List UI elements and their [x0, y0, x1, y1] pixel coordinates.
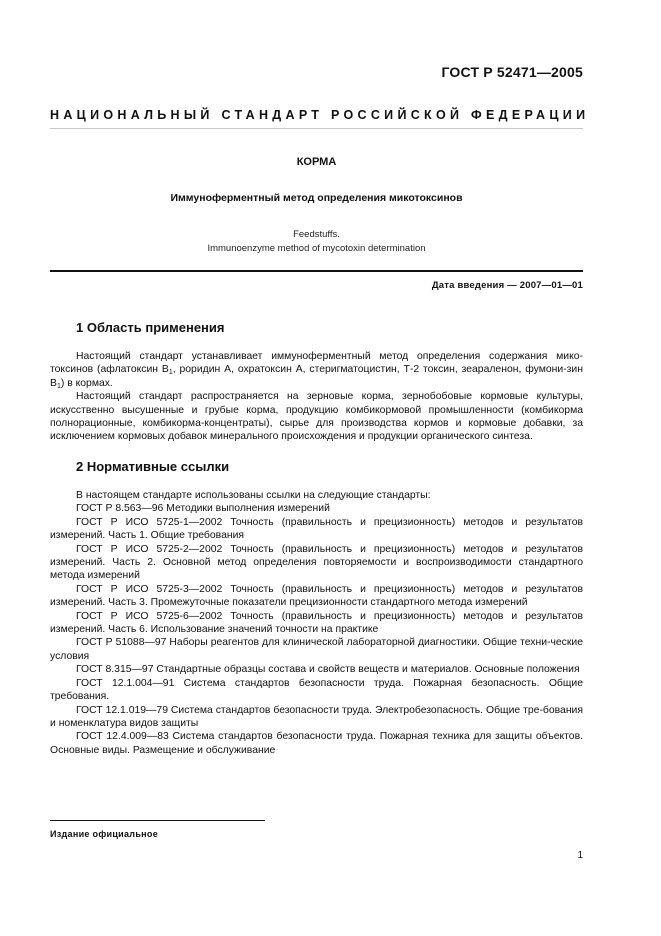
section-1-title: 1 Область применения — [76, 320, 225, 335]
page-number: 1 — [577, 850, 583, 861]
document-subtitle: Иммуноферментный метод определения микотоксинов — [170, 192, 463, 204]
reference-item: ГОСТ Р 51088—97 Наборы реагентов для клинической лабораторной диагностики. Общие техни-ческие условия — [50, 637, 583, 662]
section-1-paragraph-2: Настоящий стандарт распространяется на зерновые корма, зернобобовые кормовые культуры, искусственно высушенные и грубые корма, продукцию комбикормовой промышленности (комбикорма полнорационные, комбикорма-концентраты), сырье для производства кормов и кормовые добавки, за исключением кормовых добавок минерального происхождения и продукции органического синтеза. — [50, 391, 583, 443]
reference-item: ГОСТ Р ИСО 5725-6—2002 Точность (правильность и прецизионность) методов и результатов измерений. Часть 6. Использование значений точности на практике — [50, 610, 583, 636]
reference-item: ГОСТ 12.1.019—79 Система стандартов безопасности труда. Электробезопасность. Общие тре-бования и номенклатура видов защиты — [50, 704, 583, 729]
reference-item: ГОСТ Р ИСО 5725-2—2002 Точность (правильность и прецизионность) методов и результатов измерений. Часть 2. Основной метод определения повторяемости и воспроизводимости стандартного метода измерений — [50, 543, 583, 582]
section-1-body — [50, 350, 583, 444]
title-divider — [50, 270, 583, 272]
reference-item: ГОСТ 12.1.004—91 Система стандартов безопасности труда. Пожарная безопасность. Общие требования. — [50, 677, 583, 703]
document-number: ГОСТ Р 52471—2005 — [441, 64, 583, 80]
reference-item: ГОСТ Р ИСО 5725-1—2002 Точность (правильность и прецизионность) методов и результатов измерений. Часть 1. Общие требования — [50, 516, 583, 542]
footer-divider — [50, 820, 265, 821]
section-2-intro: В настоящем стандарте использованы ссылки на следующие стандарты: — [76, 490, 431, 501]
english-title-line-2: Immunoenzyme method of mycotoxin determination — [207, 242, 426, 254]
edition-label: Издание официальное — [50, 829, 159, 839]
header-divider — [50, 128, 583, 129]
national-standard-heading: НАЦИОНАЛЬНЫЙ СТАНДАРТ РОССИЙСКОЙ ФЕДЕРАЦИИ — [50, 108, 590, 122]
document-title: КОРМА — [296, 156, 337, 168]
section-1-paragraph-1: Настоящий стандарт устанавливает иммуноферментный метод определения содержания мико-токсинов (афлатоксин $В_1$, роридин А, охратоксин А, стеригматоцистин, Т-2 токсин, зеараленон, фумони-зин $В_1$) в кормах. — [50, 351, 583, 390]
reference-item: ГОСТ Р 8.563—96 Методики выполнения измерений — [76, 503, 330, 515]
reference-item: ГОСТ Р ИСО 5725-3—2002 Точность (правильность и прецизионность) методов и результатов измерений. Часть 3. Промежуточные показатели прецизионности стандартного метода измерений — [50, 583, 583, 609]
reference-item: ГОСТ 8.315—97 Стандартные образцы состава и свойств веществ и материалов. Основные положения — [76, 664, 580, 676]
section-2-title: 2 Нормативные ссылки — [76, 459, 230, 474]
english-title — [50, 228, 583, 255]
introduction-date: Дата введения — 2007—01—01 — [431, 280, 583, 291]
section-2-body — [50, 489, 583, 757]
reference-item: ГОСТ 12.4.009—83 Система стандартов безопасности труда. Пожарная техника для защиты объектов. Основные виды. Размещение и обслуживание — [50, 731, 583, 756]
english-title-line-1: Feedstuffs. — [293, 229, 340, 240]
